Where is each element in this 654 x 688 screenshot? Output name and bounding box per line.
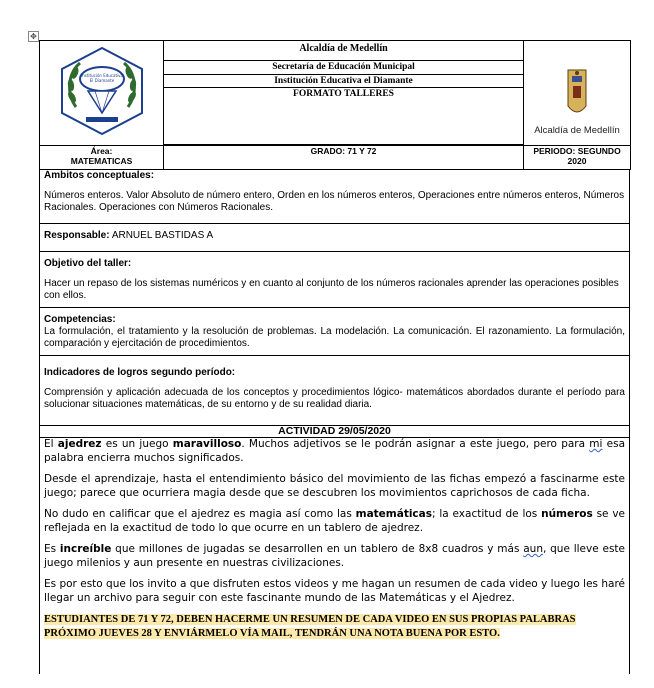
city-logo-cell <box>524 41 631 146</box>
school-crest-cell <box>40 41 164 146</box>
activity-paragraph-5: Es por esto que los invito a que disfruten estos videos y me hagan un resumen de cada video y luego les haré llegar un archivo para seguir con este fascinante mundo de las Matemáticas y el Ajedrez. <box>44 578 625 604</box>
indicadores-title: Indicadores de logros segundo período: <box>44 367 236 378</box>
responsable-section <box>39 224 630 252</box>
activity-paragraph-6 <box>44 613 625 640</box>
highlighted-instruction-line-2: PRÓXIMO JUEVES 28 Y ENVIÁRMELO VÍA MAIL, TENDRÁN UNA NOTA BUENA POR ESTO. <box>44 627 500 639</box>
header-line-1: Alcaldía de Medellín <box>164 41 524 61</box>
ambitos-title: Ámbitos conceptuales: <box>44 170 155 181</box>
school-crest-logo <box>56 45 148 137</box>
header-line-2: Secretaría de Educación Municipal <box>164 61 524 75</box>
ambitos-text: Números enteros. Valor Absoluto de número entero, Orden en los números enteros, Operaciones entre números enteros, Números Racionales. Operaciones con Números Racionales. <box>44 190 625 213</box>
activity-paragraph-2: Desde el aprendizaje, hasta el entendimiento básico del movimiento de las fichas empezó a fascinarme este juego; parece que ocurriera magia desde que se descubren los movimientos caprichosos de cada ficha. <box>44 473 625 499</box>
objetivo-text: Hacer un repaso de los sistemas numéricos y en cuanto al conjunto de los números racionales aprender las operaciones posibles con ellos. <box>44 278 619 301</box>
ambitos-section <box>39 170 630 224</box>
objetivo-title: Objetivo del taller: <box>44 258 132 269</box>
indicadores-section <box>39 356 630 426</box>
svg-text:El Diamante: El Diamante <box>89 77 114 83</box>
competencias-text: La formulación, el tratamiento y la resolución de problemas. La modelación. La comunicación. El razonamiento. La formulación, comparación y ejercitación de procedimientos. <box>44 326 625 349</box>
header-line-3: Institución Educativa el Diamante <box>164 75 524 88</box>
activity-paragraph-1: El ajedrez es un juego maravilloso. Muchos adjetivos se le podrán asignar a este juego, pero para mi esa palabra encierra muchos significados. <box>44 438 626 464</box>
grado-cell: GRADO: 71 Y 72 <box>164 146 524 170</box>
header-line-4: FORMATO TALLERES <box>164 88 524 145</box>
indicadores-text: Comprensión y aplicación adecuada de los conceptos y procedimientos lógico- matemáticos abordados durante el período para solucionar situaciones matemáticas, de su entorno y de su realidad diaria. <box>44 387 625 410</box>
activity-paragraph-3: No dudo en calificar que el ajedrez es magia así como las matemáticas; la exactitud de los números se ve reflejada en la exactitud de todo lo que ocurre en un tablero de ajedrez. <box>44 508 626 534</box>
city-logo-caption: Alcaldía de Medellín <box>534 125 620 136</box>
activity-body <box>39 438 630 674</box>
responsable-label: Responsable: <box>44 230 110 241</box>
competencias-title: Competencias: <box>44 314 116 325</box>
document-page <box>39 40 630 674</box>
svg-text:Institución Educativa: Institución Educativa <box>80 72 123 78</box>
activity-title: ACTIVIDAD 29/05/2020 <box>39 426 630 438</box>
city-coat-of-arms-icon <box>566 68 588 120</box>
highlighted-instruction-line-1: ESTUDIANTES DE 71 Y 72, DEBEN HACERME UN RESUMEN DE CADA VIDEO EN SUS PROPIAS PALABRAS <box>44 614 576 625</box>
activity-paragraph-4: Es increíble que millones de jugadas se desarrollen en un tablero de 8x8 cuadros y más aun, que lleve este juego milenios y aun presente en nuestras civilizaciones. <box>44 543 625 569</box>
area-value: MATEMATICAS <box>70 156 133 166</box>
responsable-name: ARNUEL BASTIDAS A <box>111 230 214 241</box>
competencias-section <box>39 308 630 356</box>
area-label: Área: <box>90 146 113 156</box>
periodo-cell: PERIODO: SEGUNDO 2020 <box>524 146 631 170</box>
area-cell <box>40 146 164 170</box>
table-move-handle-icon[interactable]: ✥ <box>28 31 39 42</box>
header-table <box>39 40 631 170</box>
objetivo-section <box>39 252 630 308</box>
